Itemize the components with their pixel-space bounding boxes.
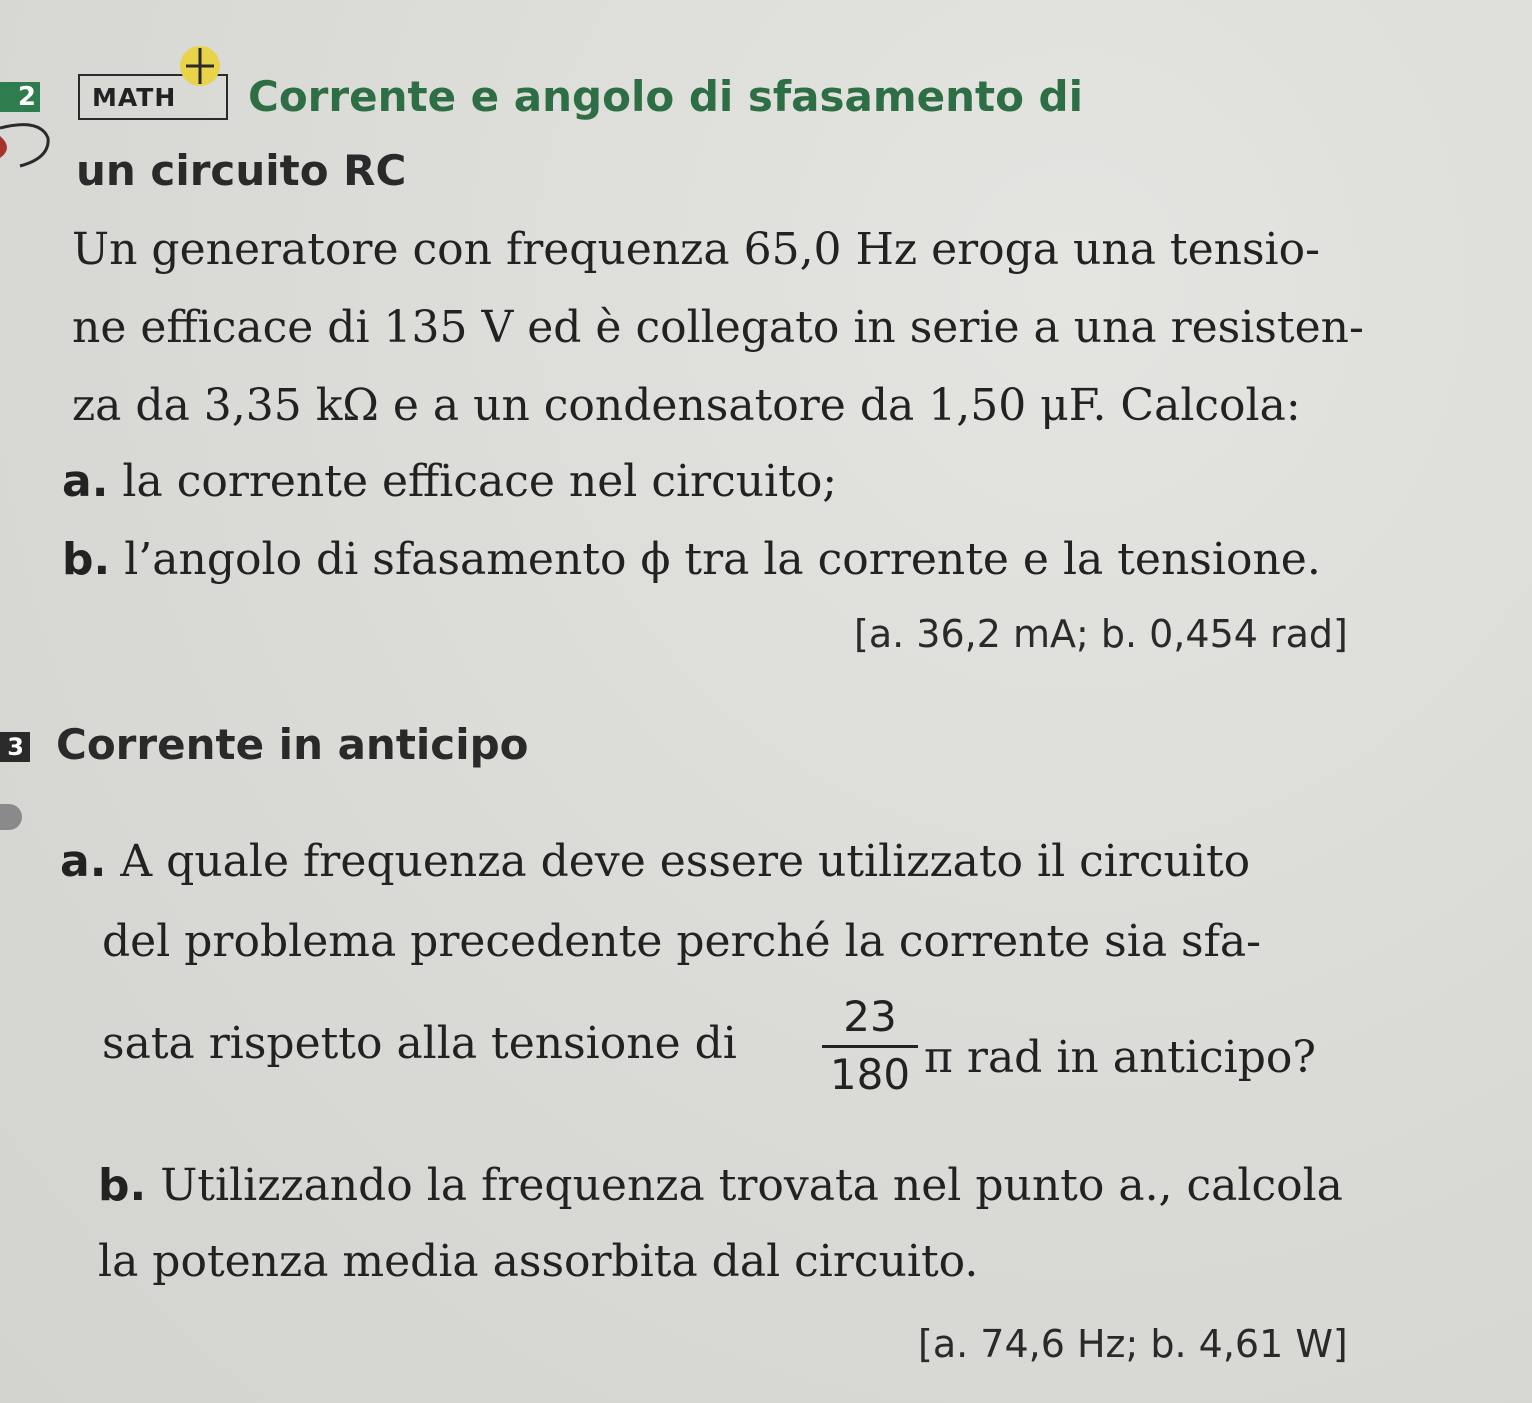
math-badge: MATH — [78, 74, 228, 120]
item-letter: b. — [98, 1160, 147, 1211]
item-letter: b. — [62, 534, 111, 585]
fraction — [822, 992, 918, 1099]
problem-2-item-b — [62, 534, 1321, 585]
item-letter: a. — [62, 456, 109, 507]
item-text: A quale frequenza deve essere utilizzato il circuito — [120, 836, 1251, 887]
problem-3-answer: [a. 74,6 Hz; b. 4,61 W] — [918, 1322, 1348, 1366]
problem-2-item-a — [62, 456, 837, 507]
swirl-decoration-icon — [0, 108, 60, 168]
difficulty-dot-icon — [0, 804, 22, 830]
item-letter: a. — [60, 836, 107, 887]
problem-2-number: 2 — [0, 82, 40, 112]
problem-2-body-line1: Un generatore con frequenza 65,0 Hz eroga una tensio- — [72, 224, 1320, 275]
item-text: l’angolo di sfasamento ϕ tra la corrente e la tensione. — [124, 534, 1321, 585]
problem-3-item-b-line1 — [98, 1160, 1343, 1211]
problem-2-answer: [a. 36,2 mA; b. 0,454 rad] — [854, 612, 1348, 656]
problem-2-body-line2: ne efficace di 135 V ed è collegato in serie a una resisten- — [72, 302, 1364, 353]
problem-3-title: Corrente in anticipo — [56, 720, 529, 769]
problem-3-item-a-line3-post: π rad in anticipo? — [924, 1032, 1317, 1083]
plus-circle-icon — [172, 36, 232, 96]
problem-3-item-a-line3-pre: sata rispetto alla tensione di — [102, 1018, 737, 1069]
fraction-bar — [822, 1045, 918, 1048]
problem-2-title-line2: un circuito RC — [76, 146, 407, 195]
problem-2-title-line1: Corrente e angolo di sfasamento di — [248, 72, 1084, 121]
problem-2-body-line3: za da 3,35 kΩ e a un condensatore da 1,50 μF. Calcola: — [72, 380, 1301, 431]
fraction-denominator: 180 — [829, 1050, 911, 1099]
item-text: la corrente efficace nel circuito; — [122, 456, 838, 507]
problem-3-item-b-line2: la potenza media assorbita dal circuito. — [98, 1236, 979, 1287]
problem-3-number: 3 — [0, 732, 30, 762]
item-text: Utilizzando la frequenza trovata nel punto a., calcola — [160, 1160, 1343, 1211]
fraction-numerator: 23 — [843, 992, 897, 1041]
problem-3-item-a-line1 — [60, 836, 1250, 887]
problem-3-item-a-line2: del problema precedente perché la corrente sia sfa- — [102, 916, 1261, 967]
